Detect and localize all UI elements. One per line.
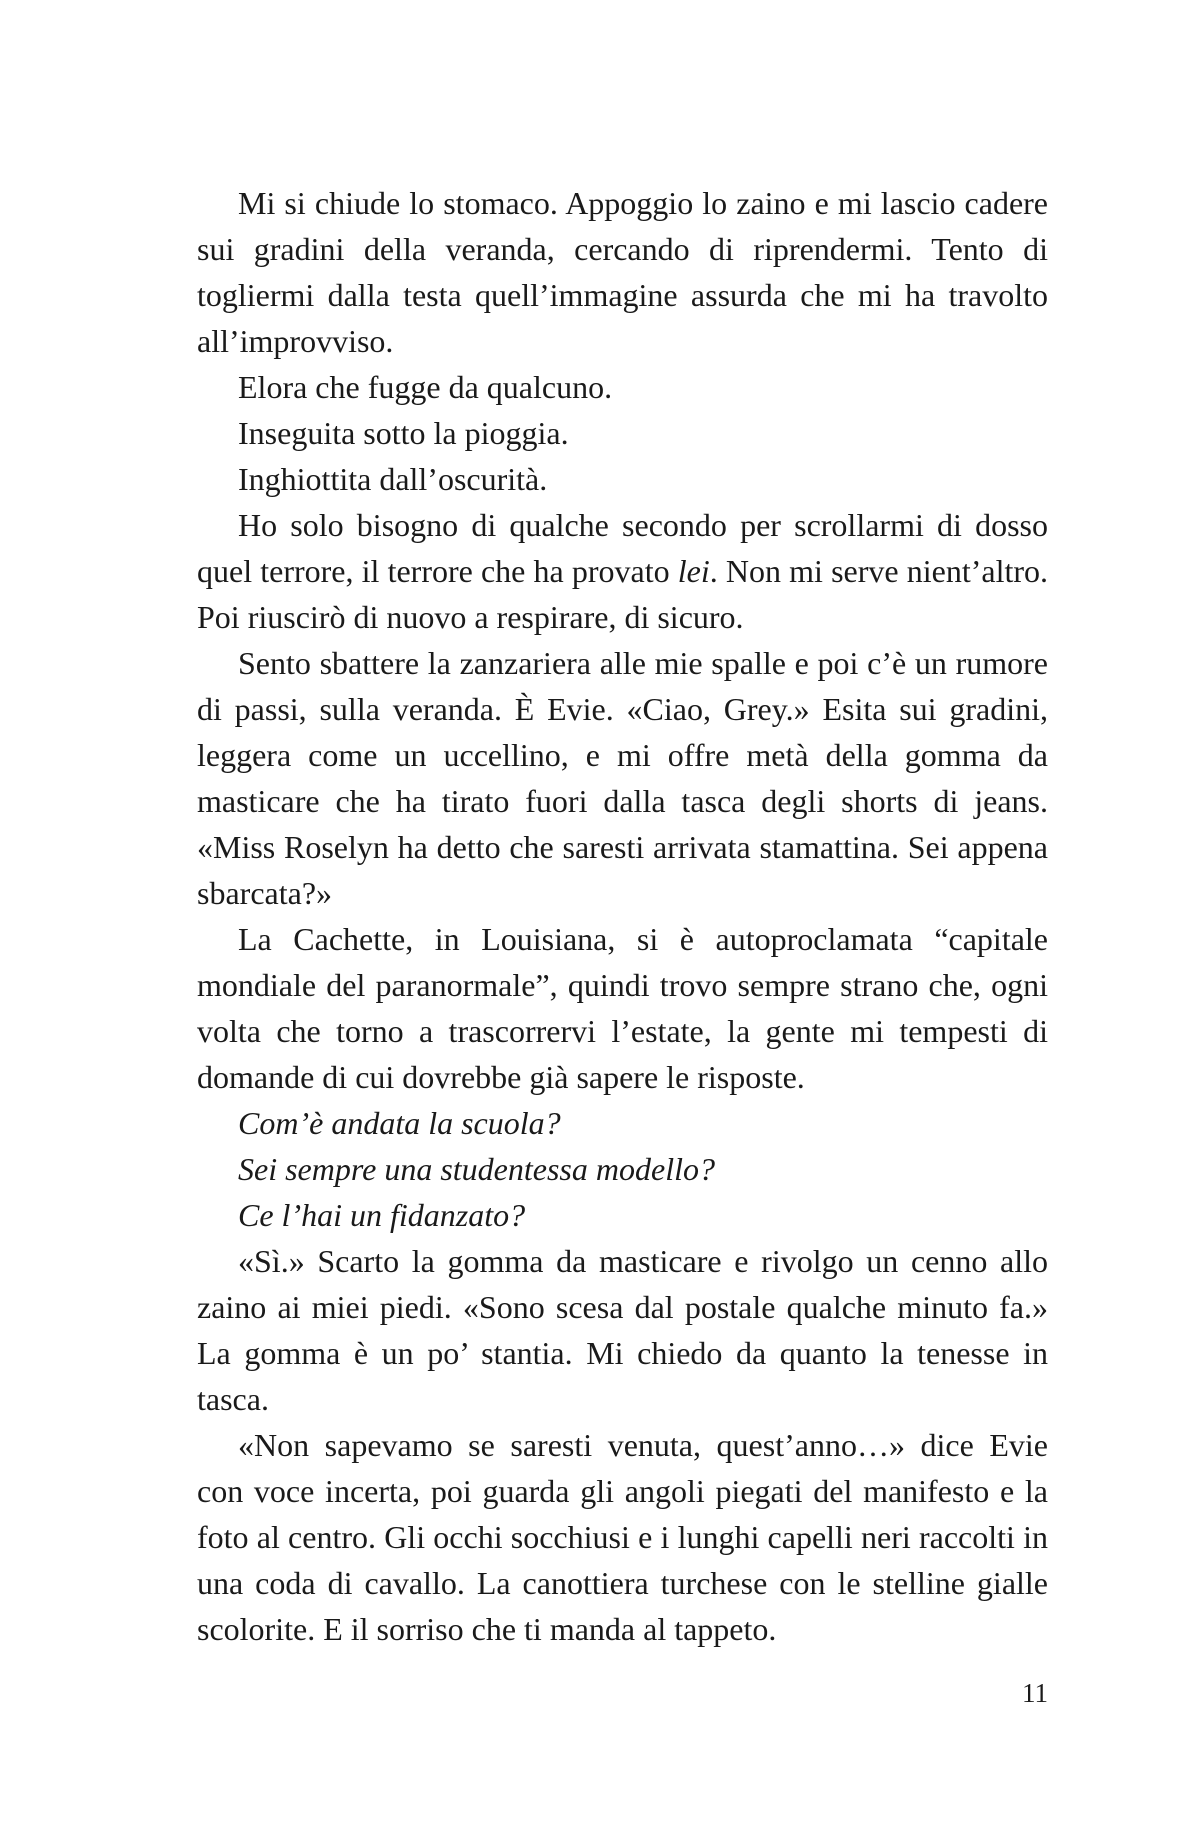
italic-question: Sei sempre una studentessa modello?	[238, 1151, 715, 1187]
paragraph-text: Ho solo bisogno di qualche secondo per scrollarmi di dosso quel terrore, il terrore che ha provato	[197, 507, 1048, 589]
paragraph: Mi si chiude lo stomaco. Appoggio lo zaino e mi lascio cadere sui gradini della veranda, cercando di riprendermi. Tento di togliermi dalla testa quell’immagine assurda che mi ha travolto all’improvviso.	[197, 185, 1048, 359]
italic-question: Com’è andata la scuola?	[238, 1105, 561, 1141]
paragraph: La Cachette, in Louisiana, si è autoproclamata “capitale mondiale del paranormale”, quindi trovo sempre strano che, ogni volta che torno a trascorrervi l’estate, la gente mi tempesti di domande di cui dovrebbe già sapere le risposte.	[197, 921, 1048, 1095]
emphasis-text: lei	[677, 553, 710, 589]
paragraph	[197, 502, 1048, 640]
italic-question: Ce l’hai un fidanzato?	[238, 1197, 526, 1233]
paragraph: Inseguita sotto la pioggia.	[238, 415, 569, 451]
paragraph: Sento sbattere la zanzariera alle mie spalle e poi c’è un rumore di passi, sulla veranda. È Evie. «Ciao, Grey.» Esita sui gradini, leggera come un uccellino, e mi offre metà della gomma da masticare che ha tirato fuori dalla tasca degli shorts di jeans. «Miss Roselyn ha detto che saresti arrivata stamattina. Sei appena sbarcata?»	[197, 645, 1048, 911]
paragraph-text: . Non mi serve nient’altro. Poi riuscirò di nuovo a respirare, di sicuro.	[197, 553, 1049, 635]
paragraph: «Sì.» Scarto la gomma da masticare e rivolgo un cenno allo zaino ai miei piedi. «Sono scesa dal postale qualche minuto fa.» La gomma è un po’ stantia. Mi chiedo da quanto la tenesse in tasca.	[197, 1243, 1048, 1417]
page-body	[197, 180, 1048, 1652]
paragraph: «Non sapevamo se saresti venuta, quest’anno…» dice Evie con voce incerta, poi guarda gli angoli piegati del manifesto e la foto al centro. Gli occhi socchiusi e i lunghi capelli neri raccolti in una coda di cavallo. La canottiera turchese con le stelline gialle scolorite. E il sorriso che ti manda al tappeto.	[197, 1427, 1048, 1647]
paragraph: Inghiottita dall’oscurità.	[238, 461, 548, 497]
paragraph: Elora che fugge da qualcuno.	[238, 369, 613, 405]
page-number: 11	[1022, 1678, 1048, 1708]
